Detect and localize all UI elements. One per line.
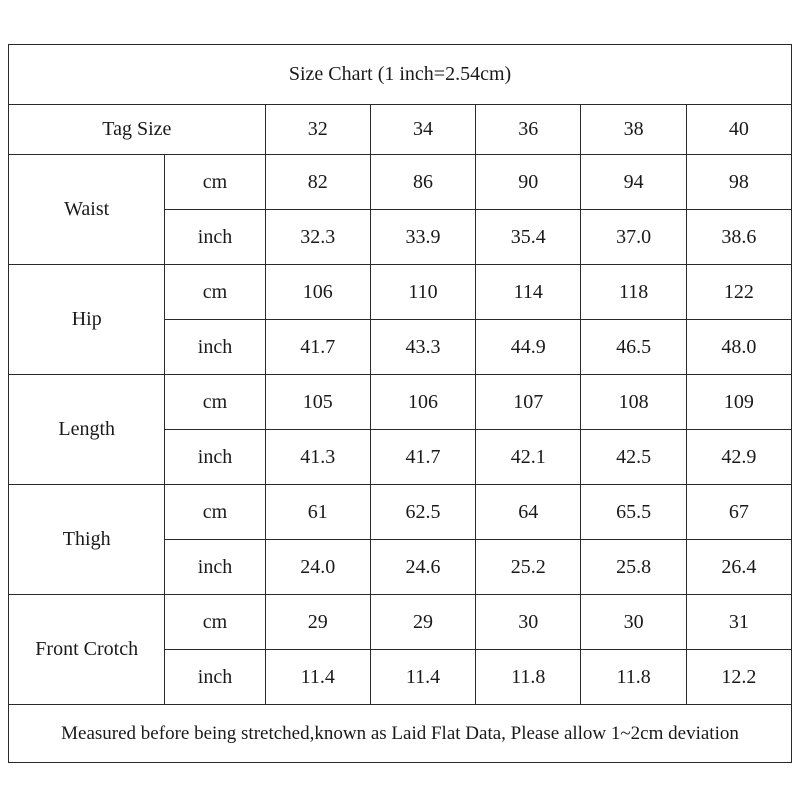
measurement-value: 106 xyxy=(370,375,475,430)
size-header: 32 xyxy=(265,105,370,155)
measurement-value: 118 xyxy=(581,265,686,320)
size-chart-table xyxy=(8,44,792,763)
measurement-value: 42.5 xyxy=(581,430,686,485)
unit-label: cm xyxy=(165,485,265,540)
measurement-row xyxy=(9,265,792,320)
footer-row xyxy=(9,705,792,763)
unit-label: inch xyxy=(165,650,265,705)
size-header: 40 xyxy=(686,105,791,155)
measurement-value: 62.5 xyxy=(370,485,475,540)
measurement-value: 12.2 xyxy=(686,650,791,705)
measurement-value: 24.6 xyxy=(370,540,475,595)
measurement-value: 61 xyxy=(265,485,370,540)
unit-label: inch xyxy=(165,210,265,265)
unit-label: cm xyxy=(165,265,265,320)
measurement-row xyxy=(9,375,792,430)
measurement-value: 29 xyxy=(265,595,370,650)
measurement-value: 107 xyxy=(476,375,581,430)
measurement-value: 41.7 xyxy=(265,320,370,375)
measurement-value: 122 xyxy=(686,265,791,320)
measurement-value: 11.4 xyxy=(370,650,475,705)
tag-size-row xyxy=(9,105,792,155)
measurement-value: 105 xyxy=(265,375,370,430)
size-header: 34 xyxy=(370,105,475,155)
measurement-value: 106 xyxy=(265,265,370,320)
table-title: Size Chart (1 inch=2.54cm) xyxy=(9,45,792,105)
unit-label: inch xyxy=(165,430,265,485)
measurement-value: 29 xyxy=(370,595,475,650)
measurement-value: 108 xyxy=(581,375,686,430)
measurement-name: Front Crotch xyxy=(9,595,165,705)
measurement-value: 41.3 xyxy=(265,430,370,485)
measurement-row xyxy=(9,595,792,650)
measurement-value: 46.5 xyxy=(581,320,686,375)
unit-label: cm xyxy=(165,155,265,210)
measurement-value: 30 xyxy=(581,595,686,650)
measurement-value: 109 xyxy=(686,375,791,430)
measurement-value: 25.8 xyxy=(581,540,686,595)
measurement-value: 42.9 xyxy=(686,430,791,485)
measurement-value: 25.2 xyxy=(476,540,581,595)
title-row xyxy=(9,45,792,105)
measurement-value: 35.4 xyxy=(476,210,581,265)
measurement-name: Thigh xyxy=(9,485,165,595)
measurement-value: 38.6 xyxy=(686,210,791,265)
tag-size-label: Tag Size xyxy=(9,105,266,155)
measurement-value: 98 xyxy=(686,155,791,210)
measurement-value: 11.8 xyxy=(476,650,581,705)
measurement-name: Hip xyxy=(9,265,165,375)
measurement-value: 110 xyxy=(370,265,475,320)
measurement-value: 64 xyxy=(476,485,581,540)
measurement-value: 11.8 xyxy=(581,650,686,705)
measurement-value: 33.9 xyxy=(370,210,475,265)
unit-label: inch xyxy=(165,540,265,595)
measurement-value: 82 xyxy=(265,155,370,210)
measurement-value: 114 xyxy=(476,265,581,320)
measurement-value: 41.7 xyxy=(370,430,475,485)
measurement-name: Length xyxy=(9,375,165,485)
measurement-value: 65.5 xyxy=(581,485,686,540)
measurement-value: 43.3 xyxy=(370,320,475,375)
size-chart-body xyxy=(9,45,792,763)
measurement-value: 90 xyxy=(476,155,581,210)
measurement-value: 11.4 xyxy=(265,650,370,705)
measurement-value: 30 xyxy=(476,595,581,650)
measurement-name: Waist xyxy=(9,155,165,265)
size-header: 38 xyxy=(581,105,686,155)
measurement-value: 37.0 xyxy=(581,210,686,265)
measurement-value: 94 xyxy=(581,155,686,210)
measurement-value: 86 xyxy=(370,155,475,210)
unit-label: inch xyxy=(165,320,265,375)
unit-label: cm xyxy=(165,375,265,430)
measurement-row xyxy=(9,155,792,210)
measurement-value: 67 xyxy=(686,485,791,540)
unit-label: cm xyxy=(165,595,265,650)
measurement-value: 42.1 xyxy=(476,430,581,485)
footer-note: Measured before being stretched,known as Laid Flat Data, Please allow 1~2cm deviation xyxy=(9,705,792,763)
measurement-value: 44.9 xyxy=(476,320,581,375)
measurement-value: 24.0 xyxy=(265,540,370,595)
size-header: 36 xyxy=(476,105,581,155)
measurement-value: 31 xyxy=(686,595,791,650)
measurement-row xyxy=(9,485,792,540)
measurement-value: 48.0 xyxy=(686,320,791,375)
measurement-value: 32.3 xyxy=(265,210,370,265)
measurement-value: 26.4 xyxy=(686,540,791,595)
